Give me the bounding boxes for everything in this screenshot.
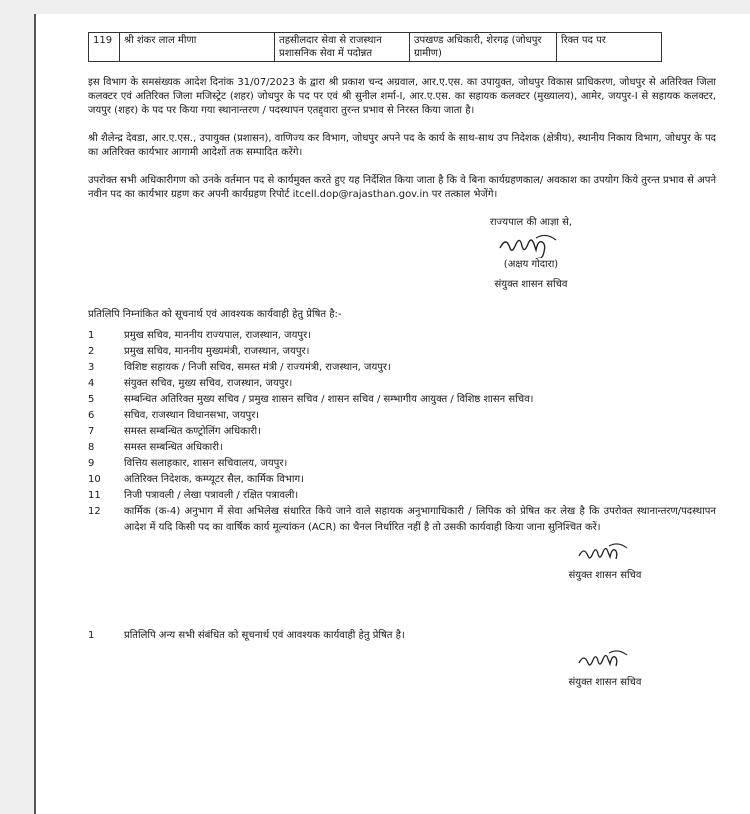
signatory-designation: संयुक्त शासन सचिव xyxy=(494,279,568,290)
footer-designation-2: संयुक्त शासन सचिव xyxy=(568,677,642,688)
copy-item-number: 4 xyxy=(88,378,95,389)
copy-item-text: निजी पत्रावली / लेखा पत्रावली / रक्षित पत्रावली। xyxy=(124,490,299,501)
signature-mark xyxy=(575,540,635,564)
copy-item-number: 3 xyxy=(88,362,95,373)
cancellation-paragraph: इस विभाग के समसंख्यक आदेश दिनांक 31/07/2023 के द्वारा श्री प्रकाश चन्द अग्रवाल, आर.ए.एस. का उपायुक्त, जोधपुर विकास प्राधिकरण, जोधपुर से अतिरिक्त जिला कलक्टर एवं अतिरिक्त जिला मजिस्ट्रेट (शहर) जोधपुर के पद पर एवं श्री सुनील शर्मा-I, आर.ए.एस. का सहायक कलक्टर (मुख्यालय), आमेर, जयपुर-I से सहायक कलक्टर, जयपुर (शहर) के पद पर किया गया स्थानान्तरण / पदस्थापन एतद्द्वारा तुरन्त प्रभाव से निरस्त किया जाता है। xyxy=(88,77,716,116)
copy-item-number: 8 xyxy=(88,442,95,453)
signature-block xyxy=(446,216,616,292)
copy-list-item xyxy=(88,440,716,456)
copy-item-text: सचिव, राजस्थान विधानसभा, जयपुर। xyxy=(124,410,260,421)
footer-signature-2 xyxy=(550,647,660,690)
copy-list-item xyxy=(88,360,716,376)
final-number: 1 xyxy=(88,630,95,641)
email-link[interactable]: itcell.dop@rajasthan.gov.in xyxy=(292,189,429,200)
serial-cell: 119 xyxy=(89,33,120,62)
final-copy-line xyxy=(88,629,716,643)
copy-list-item xyxy=(88,424,716,440)
final-text: प्रतिलिपि अन्य सभी संबंधित को सूचनार्थ एवं आवश्यक कार्यवाही हेतु प्रेषित है। xyxy=(124,630,405,641)
signatory-name: (अक्षय गोदारा) xyxy=(503,259,559,270)
footer-signature-1 xyxy=(550,540,660,583)
copy-item-text: प्रमुख सचिव, माननीय राज्यपाल, राजस्थान, जयपुर। xyxy=(124,330,311,341)
relieving-paragraph xyxy=(88,174,716,202)
copy-item-number: 5 xyxy=(88,394,95,405)
name-cell: श्री शंकर लाल मीणा xyxy=(120,33,275,62)
service-cell: तहसीलदार सेवा से राजस्थान प्रशासनिक सेवा में पदोन्नत xyxy=(275,33,410,62)
copy-item-number: 11 xyxy=(88,490,101,501)
order-line: राज्यपाल की आज्ञा से, xyxy=(489,217,573,228)
copy-list-item xyxy=(88,376,716,392)
copy-list-item xyxy=(88,456,716,472)
signature-mark xyxy=(575,647,635,671)
remark-cell: रिक्त पद पर xyxy=(557,33,662,62)
copy-list-item xyxy=(88,472,716,488)
copy-item-text: प्रमुख सचिव, माननीय मुख्यमंत्री, राजस्थान, जयपुर। xyxy=(124,346,310,357)
copy-list-item xyxy=(88,344,716,360)
signature-image xyxy=(446,230,616,258)
copy-item-number: 1 xyxy=(88,330,95,341)
copy-item-text: समस्त सम्बन्धित अधिकारी। xyxy=(124,442,223,453)
copy-item-text: कार्मिक (क-4) अनुभाग में सेवा अभिलेख संधारित किये जाने वाले सहायक अनुभागाधिकारी / लिपिक को प्रेषित कर लेख है कि उपरोक्त स्थानान्तरण/पदस्थापन आदेश में यदि किसी पद का वार्षिक कार्य मूल्यांकन (ACR) का चैनल निर्धारित नहीं है तो उसकी कार्यवाही किया जाना सुनिश्चित करें। xyxy=(124,506,716,533)
copy-item-text: वित्तिय सलाहकार, शासन सचिवालय, जयपुर। xyxy=(124,458,288,469)
copy-heading: प्रतिलिपि निम्नांकित को सूचनार्थ एवं आवश्यक कार्यवाही हेतु प्रेषित है:- xyxy=(88,309,342,320)
copy-item-text: संयुक्त सचिव, मुख्य सचिव, राजस्थान, जयपुर। xyxy=(124,378,293,389)
copy-item-text: अतिरिक्त निदेशक, कम्प्यूटर सैल, कार्मिक विभाग। xyxy=(124,474,304,485)
copy-item-number: 10 xyxy=(88,474,101,485)
copy-item-text: विशिष्ट सहायक / निजी सचिव, समस्त मंत्री / राज्यमंत्री, राजस्थान, जयपुर। xyxy=(124,362,391,373)
document-page xyxy=(34,14,750,814)
posting-cell: उपखण्ड अधिकारी, शेरगढ़ (जोधपुर ग्रामीण) xyxy=(410,33,557,62)
copy-list-item xyxy=(88,488,716,504)
copy-item-number: 6 xyxy=(88,410,95,421)
relieving-tail: पर तत्काल भेजेंगे। xyxy=(428,189,498,200)
copy-item-number: 12 xyxy=(88,506,101,517)
table-row xyxy=(89,33,662,62)
copy-item-text: सम्बन्धित अतिरिक्त मुख्य सचिव / प्रमुख शासन सचिव / शासन सचिव / सम्भागीय आयुक्त / विशिष्ठ शासन सचिव। xyxy=(124,394,534,405)
copy-list-item xyxy=(88,504,716,536)
posting-table xyxy=(88,32,662,62)
copy-item-number: 9 xyxy=(88,458,95,469)
copy-item-text: समस्त सम्बन्धित कण्ट्रोलिंग अधिकारी। xyxy=(124,426,261,437)
copy-list-item xyxy=(88,408,716,424)
relieving-text: उपरोक्त सभी अधिकारीगण को उनके वर्तमान पद से कार्यमुक्त करते हुए यह निर्देशित किया जाता है कि वे बिना कार्यग्रहणकाल/ अवकाश का उपयोग किये तुरन्त प्रभाव से अपने नवीन पद का कार्यभार ग्रहण कर अपनी कार्यग्रहण रिपोर्ट xyxy=(88,175,716,200)
copy-list-item xyxy=(88,328,716,344)
footer-designation-1: संयुक्त शासन सचिव xyxy=(568,570,642,581)
copy-item-number: 7 xyxy=(88,426,95,437)
copy-list-item xyxy=(88,392,716,408)
copy-item-number: 2 xyxy=(88,346,95,357)
copy-list xyxy=(88,328,716,536)
additional-charge-paragraph: श्री शैलेन्द्र देवडा, आर.ए.एस., उपायुक्त (प्रशासन), वाणिज्य कर विभाग, जोधपुर अपने पद के कार्य के साथ-साथ उप निदेशक (क्षेत्रीय), स्थानीय निकाय विभाग, जोधपुर के पद का अतिरिक्त कार्यभार आगामी आदेशों तक सम्पादित करेंगे। xyxy=(88,133,716,158)
